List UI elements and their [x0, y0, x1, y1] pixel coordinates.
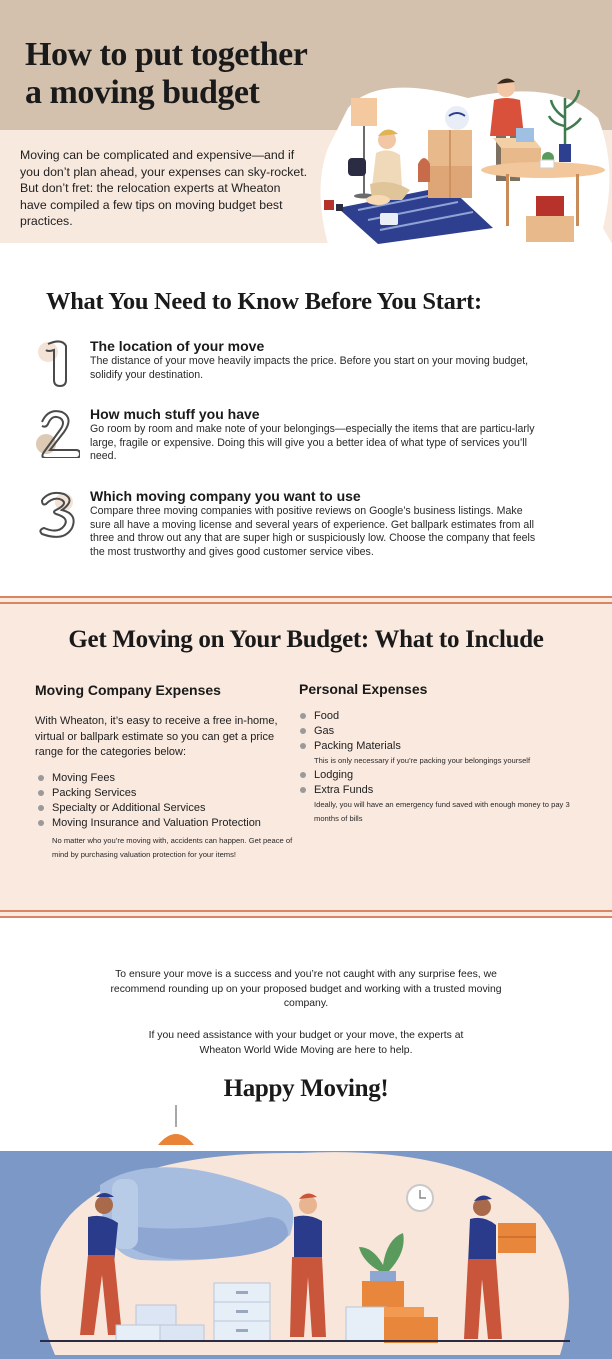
step-description: Compare three moving companies with positive reviews on Google’s business listings. Make sure all have a moving license and several years of experience. Get ballpark estimates from all three and throw out any that are super high or suspiciously low. Choose the company that feels the most trustworthy and gives good customer service vibes.	[90, 505, 536, 558]
bullet-icon	[38, 790, 44, 796]
funds-note: Ideally, you will have an emergency fund saved with enough money to pay 3 months of bills	[314, 800, 570, 823]
top-divider-inner	[0, 602, 612, 604]
company-expenses-title: Moving Company Expenses	[35, 682, 221, 698]
step-description: Go room by room and make note of your belongings—especially the items that are particu-larly large, fragile or expensive. Doing this will give you a better idea of what type of services you’ll need.	[90, 423, 535, 463]
closing-paragraph-2: If you need assistance with your budget or your move, the experts at Wheaton World Wide Moving are here to help.	[148, 1030, 464, 1056]
company-expenses-list	[38, 771, 298, 862]
list-item: Extra Funds	[300, 783, 580, 798]
bullet-icon	[300, 728, 306, 734]
budget-section	[0, 596, 612, 918]
top-divider	[0, 596, 612, 598]
bullet-icon	[38, 805, 44, 811]
bullet-icon	[300, 743, 306, 749]
list-item: Packing Materials	[300, 739, 580, 754]
list-item: Moving Insurance and Valuation Protection	[38, 816, 298, 831]
list-item: Packing Services	[38, 786, 298, 801]
step-title: Which moving company you want to use	[90, 488, 361, 504]
number-one-icon	[36, 338, 80, 390]
bullet-icon	[300, 772, 306, 778]
step-title: The location of your move	[90, 338, 265, 354]
bullet-icon	[300, 713, 306, 719]
title-line-1: How to put together	[25, 36, 308, 73]
valuation-note: No matter who you’re moving with, accidents can happen. Get peace of mind by purchasing valuation protection for your items!	[52, 836, 293, 859]
people-packing-illustration	[318, 78, 612, 244]
list-item: Moving Fees	[38, 771, 298, 786]
movers-illustration	[0, 1105, 612, 1359]
bottom-divider-inner	[0, 910, 612, 912]
hero-section	[0, 0, 612, 243]
company-expenses-intro: With Wheaton, it’s easy to receive a free in-home, virtual or ballpark estimate so you can get a price range for the categories below:	[35, 715, 278, 758]
number-two-icon	[36, 406, 80, 458]
closing-paragraph-1: To ensure your move is a success and you’re not caught with any surprise fees, we recommend rounding up on your proposed budget and working with a trusted moving company.	[110, 969, 502, 1009]
page-title	[25, 36, 345, 112]
happy-moving-heading: Happy Moving!	[223, 1075, 389, 1102]
bullet-icon	[38, 820, 44, 826]
list-item: Gas	[300, 724, 580, 739]
list-item: Food	[300, 709, 580, 724]
hero-intro-text: Moving can be complicated and expensive—and if you don’t plan ahead, your expenses can sky-rocket. But don’t fret: the relocation experts at Wheaton have compiled a few tips on moving budget best practices.	[20, 148, 308, 228]
step-description: The distance of your move heavily impacts the price. Before you start on your moving budget, solidify your destination.	[90, 355, 529, 381]
section-heading-budget: Get Moving on Your Budget: What to Include	[68, 626, 544, 653]
section-heading-before-start: What You Need to Know Before You Start:	[46, 288, 482, 315]
packing-note: This is only necessary if you’re packing your belongings yourself	[314, 756, 531, 765]
number-three-icon	[36, 488, 80, 540]
list-item: Specialty or Additional Services	[38, 801, 298, 816]
list-item: Lodging	[300, 768, 580, 783]
personal-expenses-title: Personal Expenses	[299, 681, 428, 697]
bullet-icon	[38, 775, 44, 781]
bottom-divider	[0, 916, 612, 918]
step-title: How much stuff you have	[90, 406, 260, 422]
personal-expenses-list	[300, 709, 580, 826]
title-line-2: a moving budget	[25, 74, 260, 111]
bullet-icon	[300, 787, 306, 793]
